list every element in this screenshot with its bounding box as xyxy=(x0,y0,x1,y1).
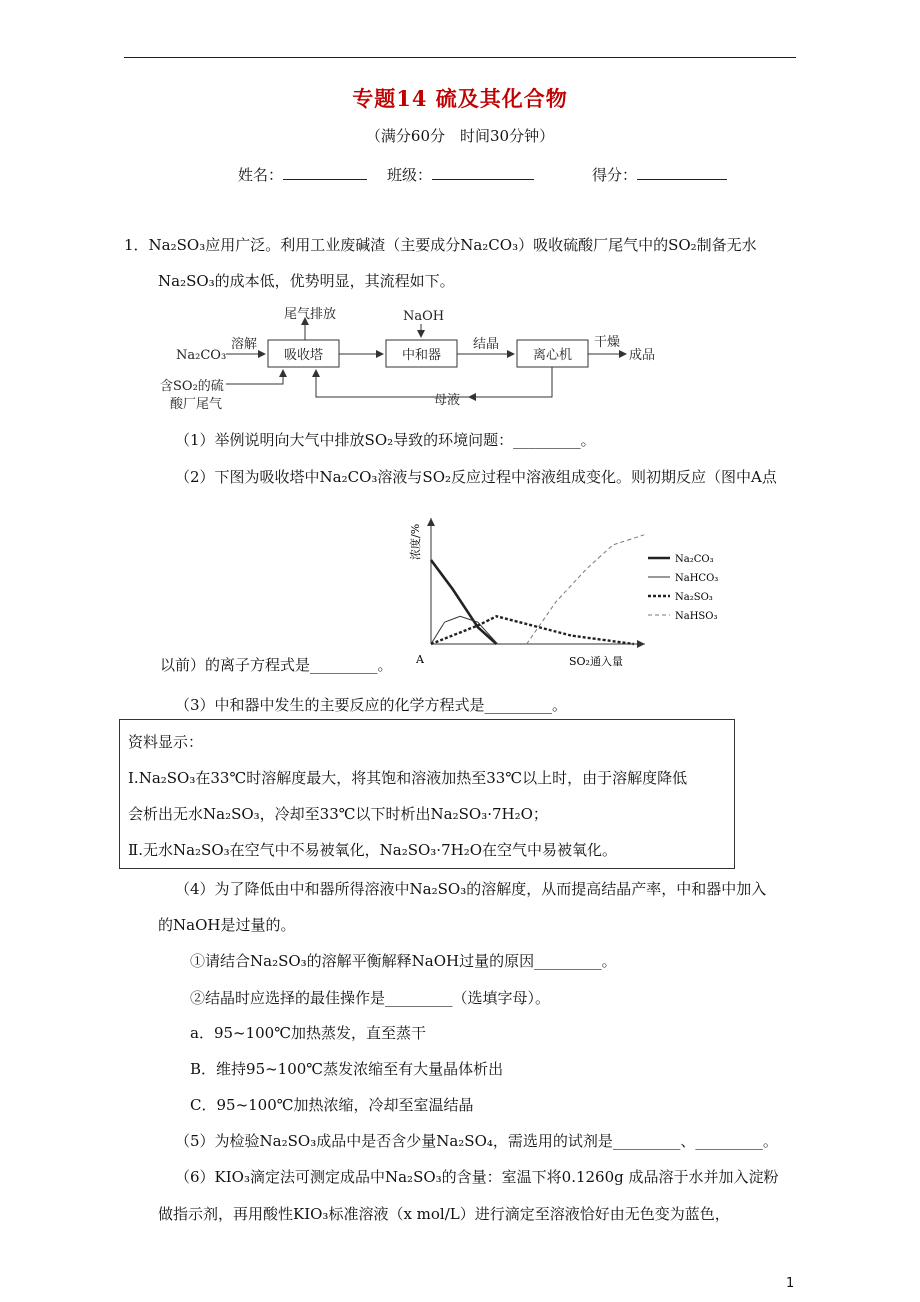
page-subtitle: （满分60分 时间30分钟） xyxy=(365,127,555,145)
page-title: 专题14 硫及其化合物 xyxy=(352,86,568,111)
x-axis-label: SO₂通入量 xyxy=(569,655,623,668)
info-item-2: Ⅱ.无水Na₂SO₃在空气中不易被氧化，Na₂SO₃·7H₂O在空气中易被氧化。 xyxy=(128,841,618,859)
sub-question-2: （2）下图为吸收塔中Na₂CO₃溶液与SO₂反应过程中溶液组成变化。则初期反应（图中A点 xyxy=(175,468,777,486)
sub-question-3: （3）中和器中发生的主要反应的化学方程式是_________。 xyxy=(175,696,568,714)
y-axis-label: 浓度/% xyxy=(409,523,422,560)
option-c: C．95~100℃加热浓缩，冷却至室温结晶 xyxy=(190,1096,474,1114)
sub-question-4-line2: 的NaOH是过量的。 xyxy=(158,916,296,934)
legend-label-0: Na₂CO₃ xyxy=(675,554,714,565)
option-b: B．维持95~100℃蒸发浓缩至有大量晶体析出 xyxy=(190,1060,504,1078)
y-axis-arrow-icon xyxy=(427,518,435,526)
flow-dry: 干燥 xyxy=(594,335,621,350)
sub-question-6-line2: 做指示剂，再用酸性KIO₃标准溶液（x mol/L）进行滴定至溶液恰好由无色变为蓝色， xyxy=(158,1205,730,1223)
question-intro-text: Na₂SO₃应用广泛。利用工业废碱渣（主要成分Na₂CO₃）吸收硫酸厂尾气中的SO₂制备无水 xyxy=(148,236,757,254)
info-title: 资料显示： xyxy=(128,733,204,751)
question-number: 1． xyxy=(124,236,149,254)
flow-naoh: NaOH xyxy=(403,309,445,324)
flow-absorber: 吸收塔 xyxy=(284,348,324,363)
x-axis-arrow-icon xyxy=(637,640,645,648)
flow-so2-gas-line2: 酸厂尾气 xyxy=(170,397,223,412)
info-item-1-line2: 会析出无水Na₂SO₃，冷却至33℃以下时析出Na₂SO₃·7H₂O； xyxy=(128,805,548,823)
flow-product: 成品 xyxy=(629,348,656,363)
sub-question-4-1: ①请结合Na₂SO₃的溶解平衡解释NaOH过量的原因_________。 xyxy=(190,952,617,970)
legend-label-3: NaHSO₃ xyxy=(675,611,718,622)
sub-question-1: （1）举例说明向大气中排放SO₂导致的环境问题：_________。 xyxy=(175,431,596,449)
legend-label-2: Na₂SO₃ xyxy=(675,592,713,603)
class-label: 班级： xyxy=(387,166,433,184)
flow-na2co3: Na₂CO₃ xyxy=(176,348,227,363)
series-line-2 xyxy=(431,616,634,644)
page-number: 1 xyxy=(786,1276,795,1291)
flow-exhaust: 尾气排放 xyxy=(284,307,337,322)
chart-legend xyxy=(648,554,718,622)
flow-dissolve: 溶解 xyxy=(231,337,258,352)
flow-centrifuge: 离心机 xyxy=(533,348,573,363)
arrow-so2-gas xyxy=(226,370,283,384)
score-label: 得分： xyxy=(592,166,638,184)
flow-neutralizer: 中和器 xyxy=(402,348,442,363)
flow-so2-gas-line1: 含SO₂的硫 xyxy=(160,379,224,394)
sub-question-5: （5）为检验Na₂SO₃成品中是否含少量Na₂SO₄，需选用的试剂是_________、_________。 xyxy=(175,1132,778,1150)
question-1-intro-line2: Na₂SO₃的成本低，优势明显，其流程如下。 xyxy=(158,272,455,290)
sub-question-2-cont: 以前）的离子方程式是_________。 xyxy=(160,656,393,674)
legend-label-1: NaHCO₃ xyxy=(675,573,719,584)
x-marker-label: A xyxy=(416,653,424,666)
flow-crystallize: 结晶 xyxy=(473,337,500,352)
info-item-1-line1: Ⅰ.Na₂SO₃在33℃时溶解度最大，将其饱和溶液加热至33℃以上时，由于溶解度降低 xyxy=(128,769,688,787)
flow-mother-liquor: 母液 xyxy=(434,393,461,408)
concentration-chart xyxy=(395,500,735,675)
name-label: 姓名： xyxy=(238,166,284,184)
sub-question-6-line1: （6）KIO₃滴定法可测定成品中Na₂SO₃的含量：室温下将0.1260g 成品溶于水并加入淀粉 xyxy=(175,1168,779,1186)
option-a: a．95~100℃加热蒸发，直至蒸干 xyxy=(190,1024,427,1042)
sub-question-4-2: ②结晶时应选择的最佳操作是_________（选填字母）。 xyxy=(190,989,551,1007)
process-flow-diagram xyxy=(0,0,920,420)
sub-question-4-line1: （4）为了降低由中和器所得溶液中Na₂SO₃的溶解度，从而提高结晶产率，中和器中加入 xyxy=(175,880,767,898)
series-layer xyxy=(431,535,644,644)
